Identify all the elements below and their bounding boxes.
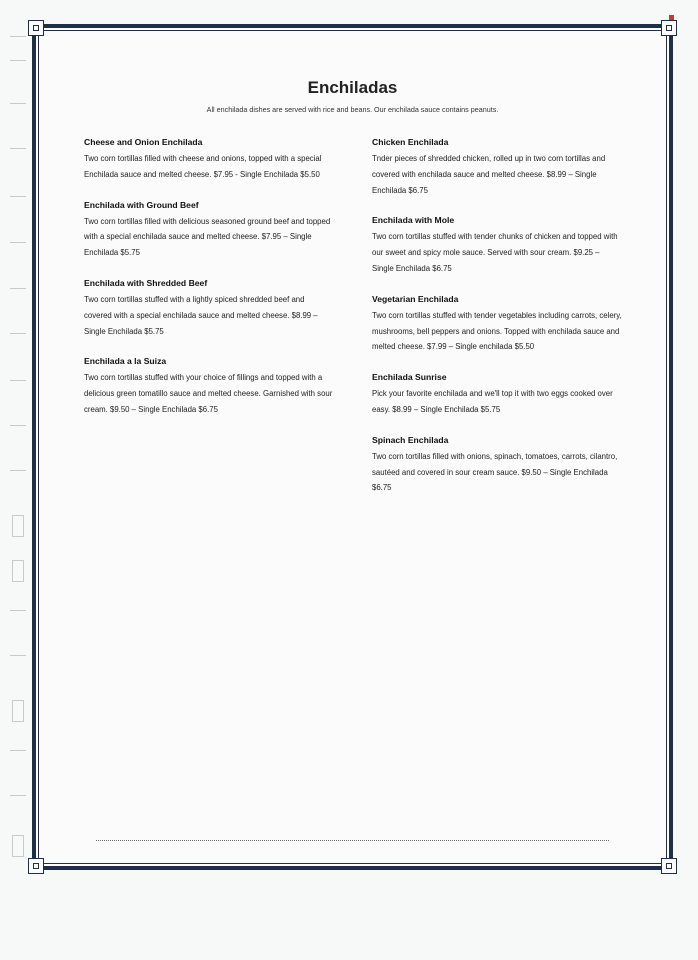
menu-item <box>84 199 334 261</box>
illegible-footer-line <box>96 840 609 844</box>
right-menu-column <box>372 136 622 512</box>
menu-title: Enchiladas <box>307 78 398 97</box>
menu-item <box>372 371 622 418</box>
menu-item <box>372 136 622 198</box>
left-menu-column <box>84 136 334 434</box>
frame-corner-ornament <box>661 20 677 36</box>
menu-item <box>372 293 622 355</box>
menu-item-description: Two corn tortillas stuffed with your choice of fillings and topped with a delicious green tomatillo sauce and melted cheese. Garnished with sour cream. $9.50 – Single Enchilada $6.75 <box>84 373 333 414</box>
binder-tick <box>10 103 26 104</box>
menu-item <box>372 214 622 276</box>
menu-item-name: Spinach Enchilada <box>372 434 449 445</box>
binder-tick <box>10 425 26 426</box>
menu-item-name: Enchilada Sunrise <box>372 372 447 383</box>
menu-item-name: Enchilada with Shredded Beef <box>84 277 208 288</box>
binder-tick <box>12 835 24 857</box>
menu-frame <box>32 24 673 870</box>
binder-tick <box>12 700 24 722</box>
menu-item-description: Two corn tortillas stuffed with a lightly spiced shredded beef and covered with a special enchilada sauce and melted cheese. $8.99 – Single Enchilada $5.75 <box>84 294 318 336</box>
binder-tick <box>10 288 26 289</box>
binder-tick <box>12 515 24 537</box>
binder-tick <box>10 750 26 751</box>
menu-item <box>84 355 334 417</box>
frame-corner-ornament <box>661 858 677 874</box>
binder-tick <box>10 196 26 197</box>
binder-tick <box>10 655 26 656</box>
menu-item-description: Two corn tortillas stuffed with tender chunks of chicken and topped with our sweet and spicy mole sauce. Served with sour cream. $9.25 – Single Enchilada $6.75 <box>372 232 618 273</box>
binder-tick <box>10 610 26 611</box>
menu-item-name: Chicken Enchilada <box>372 137 449 147</box>
binder-tick <box>10 380 26 381</box>
frame-corner-ornament <box>28 858 44 874</box>
menu-subtitle: All enchilada dishes are served with rice and beans. Our enchilada sauce contains peanuts. <box>206 105 499 114</box>
binder-tick <box>12 560 24 582</box>
menu-item-description: Two corn tortillas filled with onions, spinach, tomatoes, carrots, cilantro, sautéed and covered in sour cream sauce. $9.50 – Single Enchilada $6.75 <box>372 451 618 493</box>
menu-item-description: Pick your favorite enchilada and we'll top it with two eggs cooked over easy. $8.99 – Single Enchilada $5.75 <box>372 389 613 414</box>
binder-tick <box>10 470 26 471</box>
binder-margin <box>0 0 30 960</box>
binder-tick <box>10 333 26 334</box>
menu-item-description: Two corn tortillas filled with cheese and onions, topped with a special Enchilada sauce and melted cheese. $7.95 - Single Enchilada $5.50 <box>84 154 322 179</box>
binder-tick <box>10 148 26 149</box>
menu-item-description: Two corn tortillas filled with delicious seasoned ground beef and topped with a special enchilada sauce and melted cheese. $7.95 – Single Enchilada $5.75 <box>84 216 331 258</box>
menu-item-name: Vegetarian Enchilada <box>372 293 459 304</box>
binder-tick <box>10 795 26 796</box>
menu-item-description: Tnder pieces of shredded chicken, rolled up in two corn tortillas and covered with enchilada sauce and melted cheese. $8.99 – Single Enchilada $6.75 <box>372 154 606 195</box>
menu-item-name: Enchilada a la Suiza <box>84 356 167 367</box>
binder-tick <box>10 60 26 61</box>
menu-item <box>84 277 334 339</box>
menu-item-name: Cheese and Onion Enchilada <box>84 137 203 147</box>
frame-corner-ornament <box>28 20 44 36</box>
binder-tick <box>10 36 26 37</box>
binder-tick <box>10 242 26 243</box>
menu-item <box>372 434 622 496</box>
menu-item <box>84 136 334 183</box>
menu-item-name: Enchilada with Ground Beef <box>84 199 199 210</box>
menu-item-description: Two corn tortillas stuffed with tender vegetables including carrots, celery, mushrooms, bell peppers and onions. Topped with enchilada sauce and melted cheese. $7.99 – Single enchilada $5.50 <box>372 310 622 352</box>
menu-item-name: Enchilada with Mole <box>372 215 455 226</box>
